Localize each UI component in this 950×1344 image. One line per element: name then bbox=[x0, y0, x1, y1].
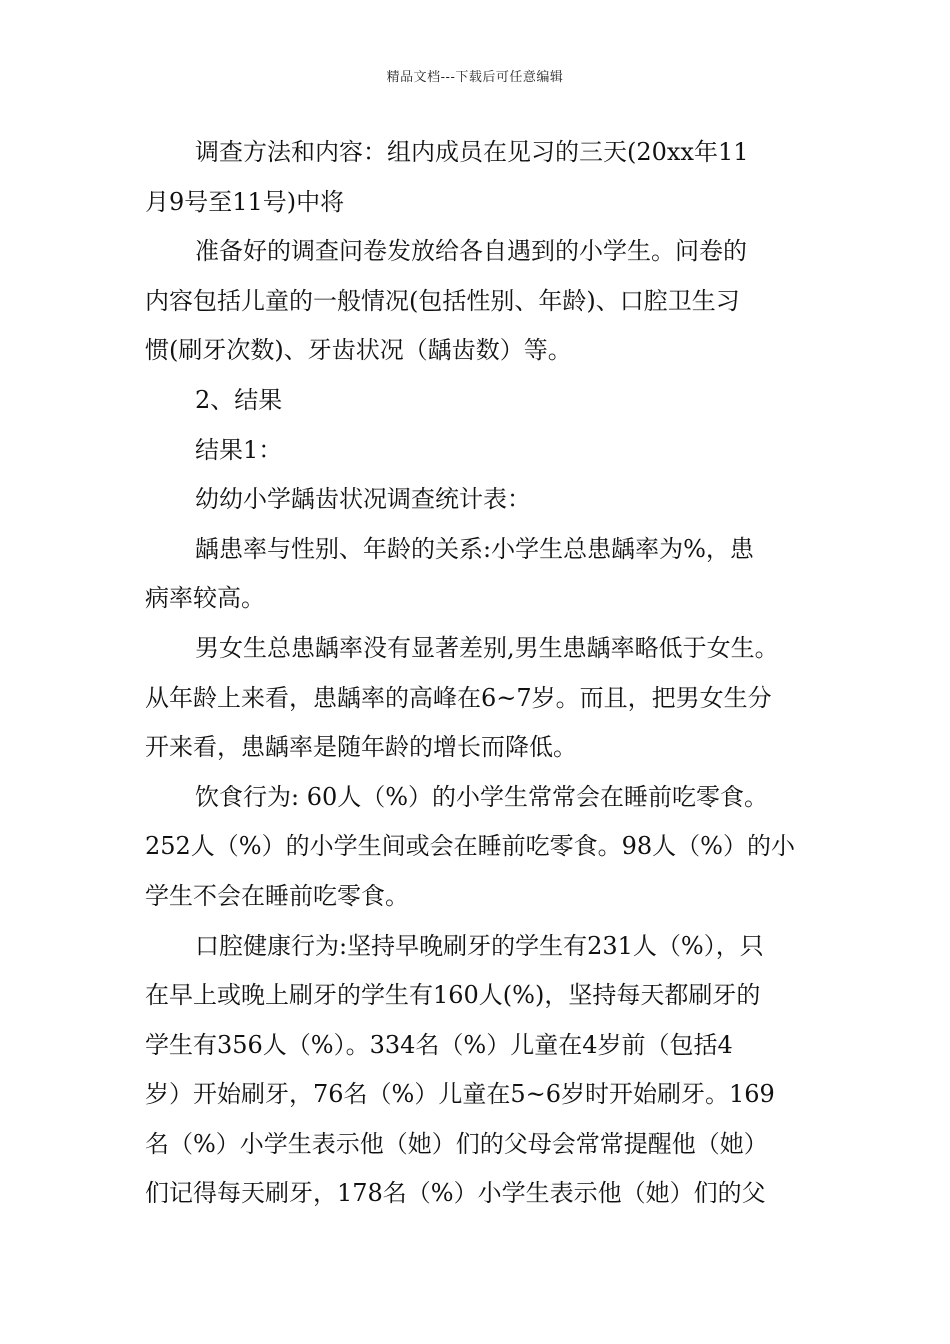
text-line: 在早上或晚上刷牙的学生有160人(%)，坚持每天都刷牙的 bbox=[145, 981, 761, 1010]
text-line: 饮食行为: 60人（%）的小学生常常会在睡前吃零食。 bbox=[195, 782, 769, 811]
text-line: 准备好的调查问卷发放给各自遇到的小学生。问卷的 bbox=[195, 237, 747, 266]
text-line: 幼幼小学龋齿状况调查统计表： bbox=[195, 485, 531, 514]
text-line: 们记得每天刷牙，178名（%）小学生表示他（她）们的父 bbox=[145, 1179, 766, 1208]
text-line: 学生不会在睡前吃零食。 bbox=[145, 881, 409, 910]
text-line: 结果1： bbox=[195, 435, 283, 464]
text-line: 口腔健康行为:坚持早晚刷牙的学生有231人（%），只 bbox=[195, 931, 764, 960]
text-line: 龋患率与性别、年龄的关系:小学生总患龋率为%，患 bbox=[195, 534, 754, 563]
page-header: 精品文档---下载后可任意编辑 bbox=[386, 70, 564, 85]
text-line: 月9号至11号)中将 bbox=[145, 187, 345, 216]
text-line: 252人（%）的小学生间或会在睡前吃零食。98人（%）的小 bbox=[145, 832, 795, 861]
text-line: 2、结果 bbox=[195, 385, 283, 414]
text-line: 岁）开始刷牙，76名（%）儿童在5~6岁时开始刷牙。169 bbox=[145, 1080, 775, 1109]
document-body bbox=[145, 128, 810, 1219]
text-line: 调查方法和内容：组内成员在见习的三天(20xx年11 bbox=[195, 138, 749, 166]
text-line: 从年龄上来看，患龋率的高峰在6~7岁。而且，把男女生分 bbox=[145, 683, 772, 712]
text-line: 开来看，患龋率是随年龄的增长而降低。 bbox=[145, 733, 577, 762]
text-line: 内容包括儿童的一般情况(包括性别、年龄)、口腔卫生习 bbox=[145, 286, 740, 315]
text-line: 病率较高。 bbox=[145, 584, 265, 613]
text-line: 男女生总患龋率没有显著差别,男生患龋率略低于女生。 bbox=[195, 633, 779, 662]
text-line: 惯(刷牙次数)、牙齿状况（龋齿数）等。 bbox=[145, 336, 572, 365]
text-line: 学生有356人（%）。334名（%）儿童在4岁前（包括4 bbox=[145, 1030, 733, 1059]
text-line: 名（%）小学生表示他（她）们的父母会常常提醒他（她） bbox=[145, 1129, 768, 1158]
